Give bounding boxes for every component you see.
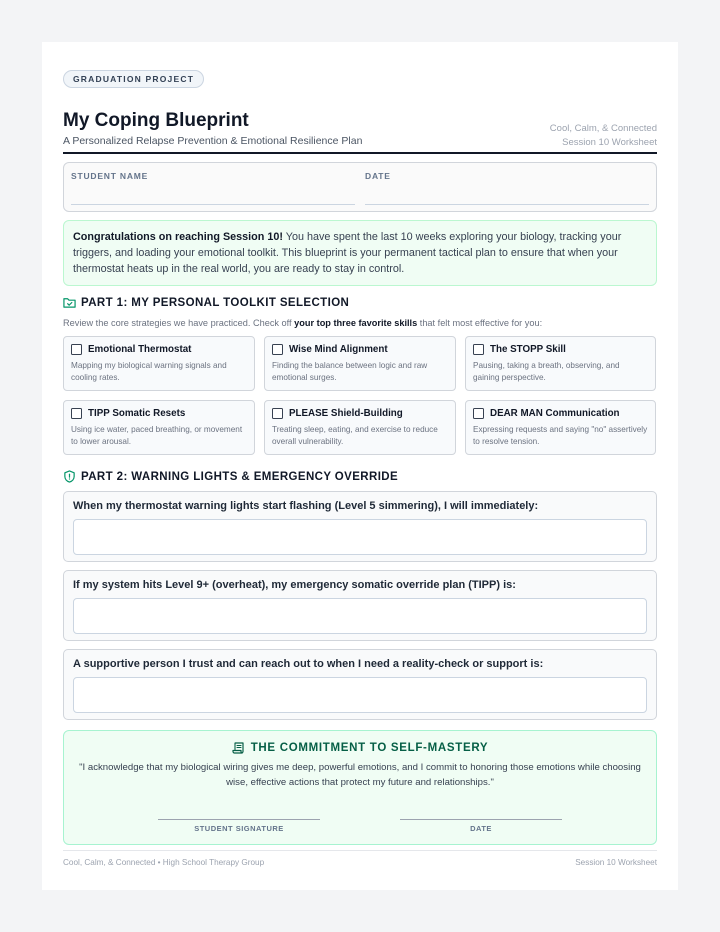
commitment-quote: "I acknowledge that my biological wiring gives me deep, powerful emotions, and I commit to honoring those emotions while choosing wise, effective actions that protect my future and relationships." [79, 762, 641, 788]
skill-title: TIPP Somatic Resets [88, 408, 186, 419]
student-name-field[interactable] [71, 204, 355, 205]
skill-title: Emotional Thermostat [88, 344, 192, 355]
skill-title: DEAR MAN Communication [490, 408, 620, 419]
question-box [63, 491, 657, 562]
congrats-box [63, 220, 657, 286]
question-label: If my system hits Level 9+ (overheat), my emergency somatic override plan (TIPP) is: [73, 579, 516, 591]
intro-text-bold: your top three favorite skills [294, 318, 418, 328]
skill-desc: Expressing requests and saying "no" assertively to resolve tension. [473, 425, 648, 446]
checkbox[interactable] [272, 408, 283, 419]
part2-heading [63, 470, 657, 483]
page-subtitle: A Personalized Relapse Prevention & Emotional Resilience Plan [63, 135, 363, 147]
commitment-heading [64, 741, 656, 755]
commitment-title: THE COMMITMENT TO SELF-MASTERY [250, 742, 489, 754]
folder-check-icon [63, 296, 76, 309]
page-footer [63, 850, 657, 867]
skill-desc: Treating sleep, eating, and exercise to reduce overall vulnerability. [272, 425, 438, 446]
header-meta [550, 122, 657, 150]
checkbox[interactable] [473, 344, 484, 355]
skill-desc: Using ice water, paced breathing, or movement to lower arousal. [71, 425, 243, 446]
intro-text-b: that felt most effective for you: [417, 318, 543, 328]
skill-card[interactable] [264, 400, 456, 455]
skill-title: The STOPP Skill [490, 344, 566, 355]
checkbox[interactable] [473, 408, 484, 419]
signature-line[interactable] [158, 819, 320, 833]
graduation-badge: GRADUATION PROJECT [63, 70, 204, 88]
page-title: My Coping Blueprint [63, 110, 249, 131]
answer-field[interactable] [73, 598, 647, 634]
signature-label: STUDENT SIGNATURE [194, 824, 284, 833]
question-label: When my thermostat warning lights start flashing (Level 5 simmering), I will immediately: [73, 500, 539, 512]
program-name: Cool, Calm, & Connected [549, 123, 657, 134]
answer-field[interactable] [73, 677, 647, 713]
session-label: Session 10 Worksheet [562, 137, 657, 148]
student-name-label: STUDENT NAME [71, 171, 149, 181]
skill-title: PLEASE Shield-Building [289, 408, 403, 419]
skill-desc: Pausing, taking a breath, observing, and gaining perspective. [473, 361, 620, 382]
part1-heading-text: PART 1: MY PERSONAL TOOLKIT SELECTION [81, 296, 350, 309]
page-header [63, 88, 657, 154]
intro-text-a: Review the core strategies we have practiced. Check off [63, 318, 295, 328]
skill-card[interactable] [63, 336, 255, 391]
checkbox[interactable] [272, 344, 283, 355]
date-label: DATE [365, 171, 391, 181]
skill-desc: Finding the balance between logic and raw emotional surges. [272, 361, 428, 382]
student-info-box [63, 162, 657, 212]
scroll-icon [232, 741, 246, 755]
signature-date-label: DATE [470, 824, 492, 833]
footer-right: Session 10 Worksheet [575, 858, 657, 867]
answer-field[interactable] [73, 519, 647, 555]
skill-card[interactable] [465, 336, 656, 391]
question-box [63, 649, 657, 720]
congrats-bold: Congratulations on reaching Session 10! [73, 231, 283, 243]
signature-date-line[interactable] [400, 819, 562, 833]
skill-title: Wise Mind Alignment [289, 344, 388, 355]
congrats-text: You have spent the last 10 weeks exploring your biology, tracking your triggers, and loading your emotional toolkit. This blueprint is your permanent tactical plan to ensure that when your thermostat heats up in the real world, you are ready to stay in control. [73, 231, 622, 275]
part1-intro [63, 318, 657, 328]
shield-icon [63, 470, 76, 483]
skill-card[interactable] [465, 400, 656, 455]
question-label: A supportive person I trust and can reach out to when I need a reality-check or support is: [73, 658, 544, 670]
footer-left: Cool, Calm, & Connected • High School Therapy Group [63, 858, 265, 867]
skill-card[interactable] [264, 336, 456, 391]
checkbox[interactable] [71, 344, 82, 355]
worksheet-page [42, 42, 678, 890]
part2-heading-text: PART 2: WARNING LIGHTS & EMERGENCY OVERRIDE [81, 470, 399, 483]
skill-card[interactable] [63, 400, 255, 455]
date-field[interactable] [365, 204, 649, 205]
skill-desc: Mapping my biological warning signals and cooling rates. [71, 361, 227, 382]
skills-grid [63, 336, 657, 455]
part1-heading [63, 296, 657, 309]
checkbox[interactable] [71, 408, 82, 419]
commitment-box [63, 730, 657, 845]
question-box [63, 570, 657, 641]
